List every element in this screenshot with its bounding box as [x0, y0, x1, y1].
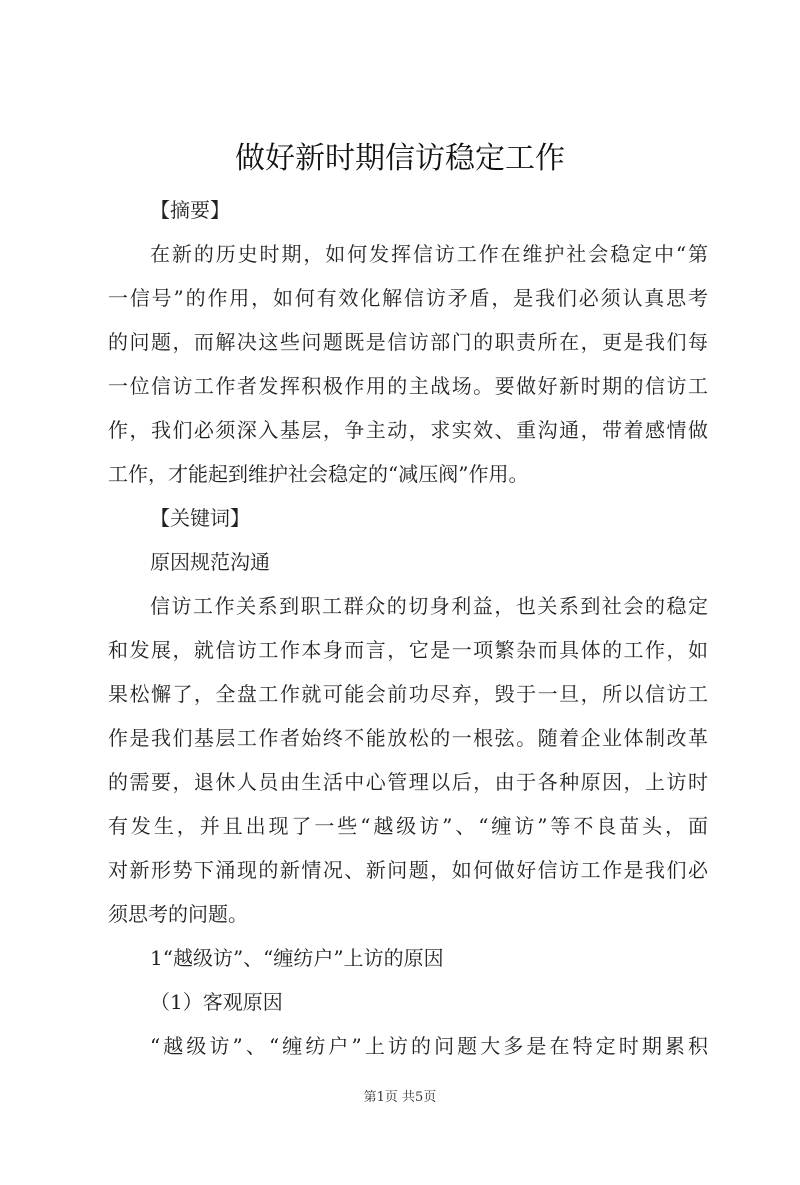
- text-line: 【关键词】: [150, 506, 250, 530]
- paragraph: [108, 584, 708, 936]
- text-line: 信访工作关系到职工群众的切身利益，也关系到社会的稳定: [150, 594, 708, 618]
- text-line: 1“越级访”、“缠纺户”上访的原因: [150, 946, 444, 970]
- paragraph: [108, 188, 708, 232]
- paragraph: [108, 1024, 708, 1068]
- text-line: 作，我们必须深入基层，争主动，求实效、重沟通，带着感情做: [108, 418, 708, 442]
- text-line: 原因规范沟通: [150, 550, 270, 574]
- document-title: 做好新时期信访稳定工作: [235, 141, 565, 176]
- text-line: 有发生，并且出现了一些“越级访”、“缠访”等不良苗头，面: [108, 814, 708, 838]
- paragraph: [108, 496, 708, 540]
- text-line: 的问题，而解决这些问题既是信访部门的职责所在，更是我们每: [108, 330, 708, 354]
- text-line: （1）客观原因: [150, 990, 283, 1014]
- text-line: 对新形势下涌现的新情况、新问题，如何做好信访工作是我们必: [108, 858, 708, 882]
- paragraph: [108, 936, 708, 980]
- text-line: 须思考的问题。: [108, 902, 248, 926]
- page-spacer: [0, 1068, 800, 1088]
- document-body: [108, 188, 708, 1068]
- text-line: 和发展，就信访工作本身而言，它是一项繁杂而具体的工作，如: [108, 638, 708, 662]
- page-footer: 第1页 共5页: [363, 1090, 437, 1105]
- text-line: 果松懈了，全盘工作就可能会前功尽弃，毁于一旦，所以信访工: [108, 682, 708, 706]
- text-line: 工作，才能起到维护社会稳定的“减压阀”作用。: [108, 462, 529, 486]
- text-line: 一位信访工作者发挥积极作用的主战场。要做好新时期的信访工: [108, 374, 708, 398]
- text-line: “越级访”、“缠纺户”上访的问题大多是在特定时期累积: [150, 1034, 708, 1058]
- text-line: 作是我们基层工作者始终不能放松的一根弦。随着企业体制改革: [108, 726, 708, 750]
- text-line: 【摘要】: [150, 198, 230, 222]
- paragraph: [108, 232, 708, 496]
- text-line: 在新的历史时期，如何发挥信访工作在维护社会稳定中“第: [150, 242, 708, 266]
- paragraph: [108, 540, 708, 584]
- text-line: 的需要，退休人员由生活中心管理以后，由于各种原因，上访时: [108, 770, 708, 794]
- text-line: 一信号”的作用，如何有效化解信访矛盾，是我们必须认真思考: [108, 286, 708, 310]
- paragraph: [108, 980, 708, 1024]
